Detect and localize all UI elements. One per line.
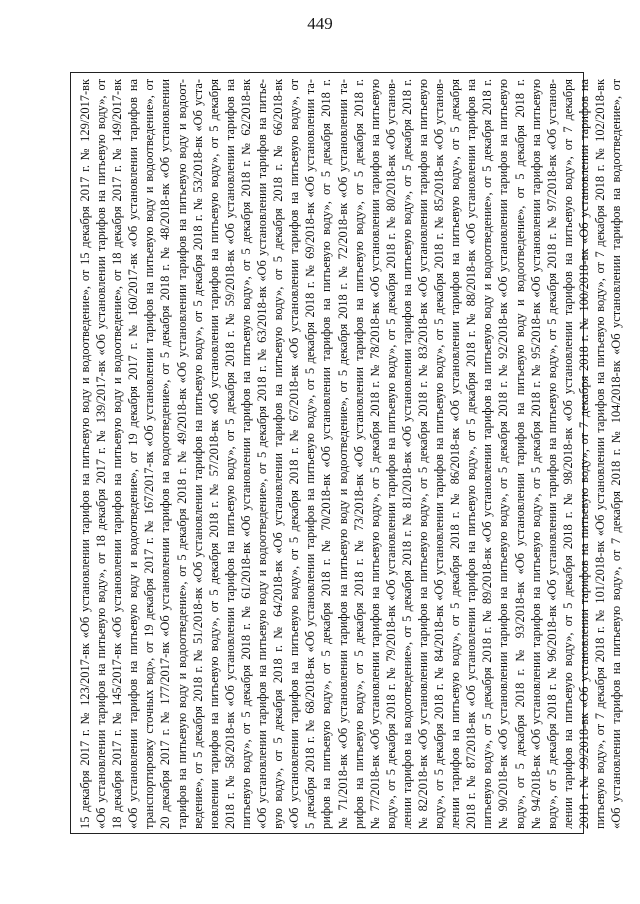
text-line: питьевую воду», от 5 декабря 2018 г. № 89/2018-вк «Об установлении тарифов на питьевую воду и водоотведение», от 5 декабря 2018 г. xyxy=(480,79,495,829)
page-number: 449 xyxy=(307,14,333,33)
text-line: № 71/2018-вк «Об установлении тарифов на питьевую воду и водоотведение», от 5 декабря 2018 г. № 72/2018-вк «Об установлении та- xyxy=(335,79,350,829)
text-line: ведение», от 5 декабря 2018 г. № 51/2018-вк «Об установлении тарифов на питьевую воду», от 5 декабря 2018 г. № 53/2018-вк «Об уста- xyxy=(190,79,205,829)
text-line: № 77/2018-вк «Об установлении тарифов на питьевую воду», от 5 декабря 2018 г. № 78/2018-вк «Об установлении тарифов на питьевую xyxy=(367,79,382,829)
text-line: 20 декабря 2017 г. № 177/2017-вк «Об установлении тарифов на водоотведение», от 5 декабря 2018 г. № 48/2018-вк «Об установлении xyxy=(158,79,173,829)
text-line: «Об установлении тарифов на питьевую воду», от 5 декабря 2018 г. № 67/2018-вк «Об установлении тарифов на питьевую воду», от xyxy=(287,79,302,829)
text-line: тарифов на питьевую воду и водоотведение», от 5 декабря 2018 г. № 49/2018-вк «Об установлении тарифов на питьевую воду и водоот- xyxy=(174,79,189,829)
text-line: питьевую воду», от 7 декабря 2018 г. № 101/2018-вк «Об установлении тарифов на питьевую воду», от 7 декабря 2018 г. № 102/2018-вк xyxy=(593,79,607,829)
text-line: вую воду», от 5 декабря 2018 г. № 64/2018-вк «Об установлении тарифов на питьевую воду», от 5 декабря 2018 г. № 66/2018-вк xyxy=(271,79,286,829)
text-line: 18 декабря 2017 г. № 145/2017-вк «Об установлении тарифов на питьевую воду и водоотведение», от 18 декабря 2017 г. № 149/2017-вк xyxy=(110,79,125,829)
text-line: рифов на питьевую воду», от 5 декабря 2018 г. № 70/2018-вк «Об установлении тарифов на питьевую воду», от 5 декабря 2018 г. xyxy=(319,79,334,829)
table-cell-frame xyxy=(70,72,624,834)
text-line: воду», от 5 декабря 2018 г. № 96/2018-вк «Об установлении тарифов на питьевую воду», от 5 декабря 2018 г. № 97/2018-вк «Об установ- xyxy=(544,79,559,829)
text-line: № 82/2018-вк «Об установлении тарифов на питьевую воду», от 5 декабря 2018 г. № 83/2018-вк «Об установлении тарифов на питьевую xyxy=(415,79,430,829)
text-line: 5 декабря 2018 г. № 68/2018-вк «Об установлении тарифов на питьевую воду», от 5 декабря 2018 г. № 69/2018-вк «Об установлении та- xyxy=(303,79,318,829)
text-line: 2018 г. № 99/2018-вк «Об установлении тарифов на питьевую воду», от 7 декабря 2018 г. № 100/2018-вк «Об установлении тарифов на xyxy=(576,79,591,829)
text-line: лении тарифов на водоотведение», от 5 декабря 2018 г. № 81/2018-вк «Об установлении тарифов на питьевую воду», от 5 декабря 2018 г. xyxy=(399,79,414,829)
text-line: «Об установлении тарифов на питьевую воду», от 7 декабря 2018 г. № 104/2018-вк «Об установлении тарифов на водоотведение», от xyxy=(609,79,624,829)
text-line: питьевую воду», от 5 декабря 2018 г. № 61/2018-вк «Об установлении тарифов на питьевую воду», от 5 декабря 2018 г. № 62/2018-вк xyxy=(238,79,253,829)
text-line: № 94/2018-вк «Об установлении тарифов на питьевую воду», от 5 декабря 2018 г. № 95/2018-вк «Об установлении тарифов на питьевую xyxy=(528,79,543,829)
text-line: новлении тарифов на питьевую воду», от 5 декабря 2018 г. № 57/2018-вк «Об установлении тарифов на питьевую воду», от 5 декабря xyxy=(206,79,221,829)
text-line: «Об установлении тарифов на питьевую воду», от 18 декабря 2017 г. № 139/2017-вк «Об установлении тарифов на питьевую воду», от xyxy=(94,79,109,829)
rotated-text-block xyxy=(77,79,624,829)
text-line: воду», от 5 декабря 2018 г. № 84/2018-вк «Об установлении тарифов на питьевую воду», от 5 декабря 2018 г. № 85/2018-вк «Об установ- xyxy=(432,79,447,829)
text-line: воду», от 5 декабря 2018 г. № 79/2018-вк «Об установлении тарифов на питьевую воду», от 5 декабря 2018 г. № 80/2018-вк «Об установ- xyxy=(383,79,398,829)
text-line: 15 декабря 2017 г. № 123/2017-вк «Об установлении тарифов на питьевую воду и водоотведение», от 15 декабря 2017 г. № 129/2017-вк xyxy=(78,79,92,829)
text-line: лении тарифов на питьевую воду», от 5 декабря 2018 г. № 98/2018-вк «Об установлении тарифов на питьевую воду», от 7 декабря xyxy=(560,79,575,829)
text-line: воду», от 5 декабря 2018 г. № 93/2018-вк «Об установлении тарифов на питьевую воду и водоотведение», от 5 декабря 2018 г. xyxy=(512,79,527,829)
text-line: «Об установлении тарифов на питьевую воду и водоотведение», от 19 декабря 2017 г. № 160/2017-вк «Об установлении тарифов на xyxy=(126,79,141,829)
text-line: № 90/2018-вк «Об установлении тарифов на питьевую воду», от 5 декабря 2018 г. № 92/2018-вк «Об установлении тарифов на питьевую xyxy=(496,79,511,829)
text-line: 2018 г. № 58/2018-вк «Об установлении тарифов на питьевую воду», от 5 декабря 2018 г. № 59/2018-вк «Об установлении тарифов на xyxy=(222,79,237,829)
text-line: транспортировку сточных вод», от 19 декабря 2017 г. № 167/2017-вк «Об установлении тарифов на питьевую воду и водоотведение», от xyxy=(142,79,157,829)
text-line: «Об установлении тарифов на питьевую воду и водоотведение», от 5 декабря 2018 г. № 63/2018-вк «Об установлении тарифов на питье- xyxy=(255,79,270,829)
text-line: лении тарифов на питьевую воду», от 5 декабря 2018 г. № 86/2018-вк «Об установлении тарифов на питьевую воду», от 5 декабря xyxy=(448,79,463,829)
text-line: 2018 г. № 87/2018-вк «Об установлении тарифов на питьевую воду», от 5 декабря 2018 г. № 88/2018-вк «Об установлении тарифов на xyxy=(464,79,479,829)
text-line: рифов на питьевую воду», от 5 декабря 2018 г. № 73/2018-вк «Об установлении тарифов на питьевую воду», от 5 декабря 2018 г. xyxy=(351,79,366,829)
